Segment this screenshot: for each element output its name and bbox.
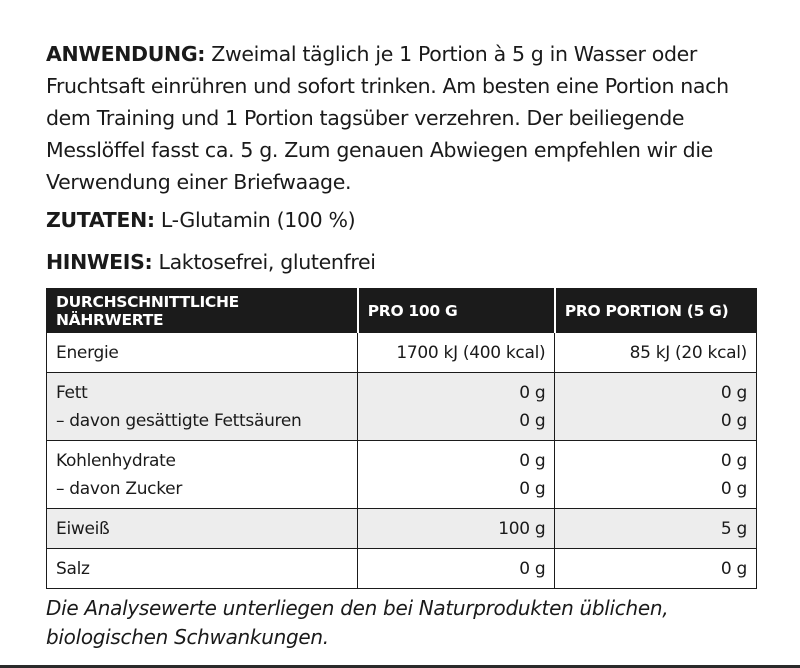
perportion-cell	[555, 549, 757, 589]
header-per-portion: PRO PORTION (5 G)	[555, 289, 757, 333]
per100-value: 100 g	[498, 518, 546, 539]
per100-cell	[358, 373, 555, 441]
per100-value: 1700 kJ (400 kcal)	[396, 342, 546, 363]
per100-value: 0 g	[519, 382, 546, 403]
row-label: Kohlenhydrate	[56, 450, 176, 471]
ingredients-text: L-Glutamin (100 %)	[154, 208, 356, 232]
per100-cell	[358, 441, 555, 509]
per100-cell	[358, 509, 555, 549]
row-label-cell	[47, 373, 358, 441]
perportion-value: 0 g	[720, 382, 747, 403]
per100-cell	[358, 333, 555, 373]
perportion-value: 0 g	[720, 450, 747, 471]
header-nutrients: DURCHSCHNITTLICHE NÄHRWERTE	[47, 289, 358, 333]
table-row	[47, 441, 757, 509]
per100-cell	[358, 549, 555, 589]
ingredients-label: ZUTATEN:	[46, 208, 155, 232]
usage-paragraph	[46, 38, 766, 198]
header-per-100g: PRO 100 G	[358, 289, 555, 333]
usage-label: ANWENDUNG:	[46, 42, 206, 66]
ingredients-paragraph	[46, 204, 766, 236]
perportion-value: 85 kJ (20 kcal)	[629, 342, 747, 363]
footnote: Die Analysewerte unterliegen den bei Naturprodukten üblichen, biologischen Schwankungen.	[46, 596, 669, 649]
perportion-subvalue: 0 g	[720, 410, 747, 431]
nutrition-table	[46, 288, 757, 589]
row-label: Eiweiß	[56, 518, 110, 539]
per100-subvalue: 0 g	[519, 410, 546, 431]
row-label: Fett	[56, 382, 88, 403]
perportion-value: 0 g	[720, 558, 747, 579]
nutrition-header-row	[47, 289, 757, 333]
row-label-cell	[47, 509, 358, 549]
hint-label: HINWEIS:	[46, 250, 153, 274]
row-label: Salz	[56, 558, 90, 579]
hint-paragraph	[46, 246, 766, 278]
per100-subvalue: 0 g	[519, 478, 546, 499]
row-label: Energie	[56, 342, 119, 363]
perportion-cell	[555, 441, 757, 509]
table-row	[47, 373, 757, 441]
perportion-cell	[555, 333, 757, 373]
row-label-cell	[47, 333, 358, 373]
per100-value: 0 g	[519, 558, 546, 579]
perportion-value: 5 g	[720, 518, 747, 539]
usage-text: Zweimal täglich je 1 Portion à 5 g in Wasser oder Fruchtsaft einrühren und sofort trinken. Am besten eine Portion nach dem Training und 1 Portion tagsüber verzehren. Der beiliegende Messlöffel fasst ca. 5 g. Zum genauen Abwiegen empfehlen wir die Verwendung einer Briefwaage.	[46, 42, 729, 194]
perportion-subvalue: 0 g	[720, 478, 747, 499]
table-row	[47, 509, 757, 549]
row-sublabel: – davon Zucker	[56, 478, 183, 499]
perportion-cell	[555, 509, 757, 549]
hint-text: Laktosefrei, glutenfrei	[152, 250, 376, 274]
table-row	[47, 333, 757, 373]
perportion-cell	[555, 373, 757, 441]
row-label-cell	[47, 549, 358, 589]
row-label-cell	[47, 441, 358, 509]
table-row	[47, 549, 757, 589]
per100-value: 0 g	[519, 450, 546, 471]
row-sublabel: – davon gesättigte Fettsäuren	[56, 410, 302, 431]
